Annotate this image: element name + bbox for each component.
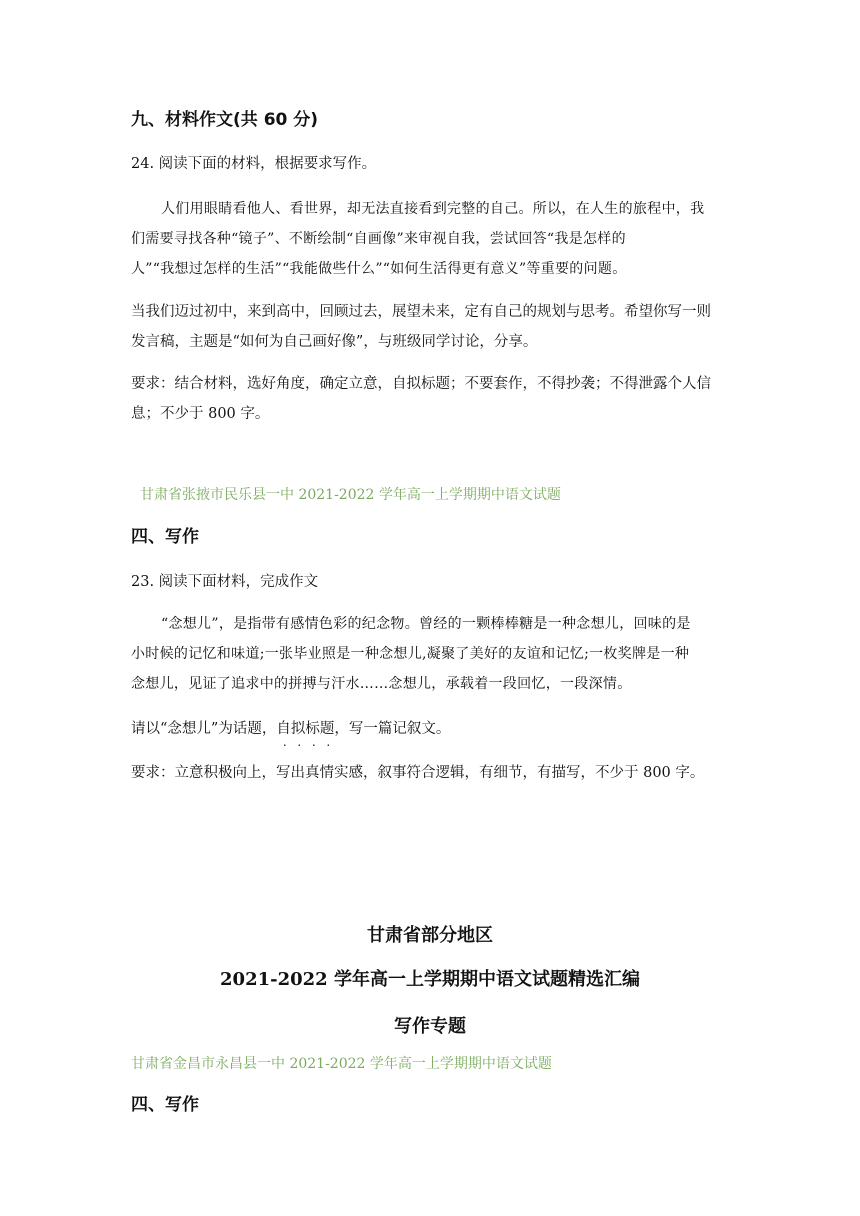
prompt-text-before: 请以“念想儿”为话题，	[131, 721, 277, 737]
emphasis-char: 自	[276, 721, 291, 737]
prompt-text-after: ，写一篇记叙文。	[334, 721, 451, 737]
material-line: 们需要寻找各种“镜子”、不断绘制“自画像”来审视自我，尝试回答“我是怎样的	[131, 231, 626, 247]
compilation-subtitle: 2021-2022 学年高一上学期期中语文试题精选汇编	[220, 969, 640, 990]
source-citation: 甘肃省张掖市民乐县一中 2021-2022 学年高一上学期期中语文试题	[140, 487, 561, 503]
question-prompt: 24. 阅读下面的材料，根据要求写作。	[131, 156, 377, 172]
prompt-line: 当我们迈过初中，来到高中，回顾过去，展望未来，定有自己的规划与思考。希望你写一则	[131, 304, 711, 320]
emphasis-char: 题	[319, 721, 335, 737]
compilation-title: 甘肃省部分地区	[367, 925, 493, 946]
section-heading: 四、写作	[131, 1095, 199, 1115]
prompt-line: 发言稿，主题是“如何为自己画好像”，与班级同学讨论，分享。	[131, 334, 538, 350]
requirement-line: 息；不少于 800 字。	[131, 406, 270, 422]
material-line: 小时候的记忆和味道;一张毕业照是一种念想儿,凝聚了美好的友谊和记忆;一枚奖牌是一种	[131, 646, 690, 662]
compilation-topic: 写作专题	[394, 1016, 466, 1037]
section-heading: 九、材料作文(共 60 分)	[131, 110, 319, 130]
prompt-line	[131, 717, 450, 738]
section-heading: 四、写作	[131, 527, 199, 547]
requirement-line: 要求：立意积极向上，写出真情实感，叙事符合逻辑，有细节，有描写，不少于 800 字。	[131, 765, 705, 781]
emphasis-char: 拟	[290, 721, 306, 737]
material-line: 人们用眼睛看他人、看世界，却无法直接看到完整的自己。所以，在人生的旅程中，我	[161, 201, 705, 217]
requirement-line: 要求：结合材料，选好角度，确定立意，自拟标题；不要套作，不得抄袭；不得泄露个人信	[131, 376, 711, 392]
emphasis-char: 标	[305, 721, 320, 737]
question-prompt: 23. 阅读下面材料，完成作文	[131, 574, 319, 590]
material-line: 人”“我想过怎样的生活”“我能做些什么”“如何生活得更有意义”等重要的问题。	[131, 261, 627, 277]
material-line: “念想儿”，是指带有感情色彩的纪念物。曾经的一颗棒棒糖是一种念想儿，回味的是	[161, 616, 691, 632]
source-citation: 甘肃省金昌市永昌县一中 2021-2022 学年高一上学期期中语文试题	[131, 1056, 552, 1072]
material-line: 念想儿，见证了追求中的拼搏与汗水……念想儿，承载着一段回忆，一段深情。	[131, 676, 632, 692]
